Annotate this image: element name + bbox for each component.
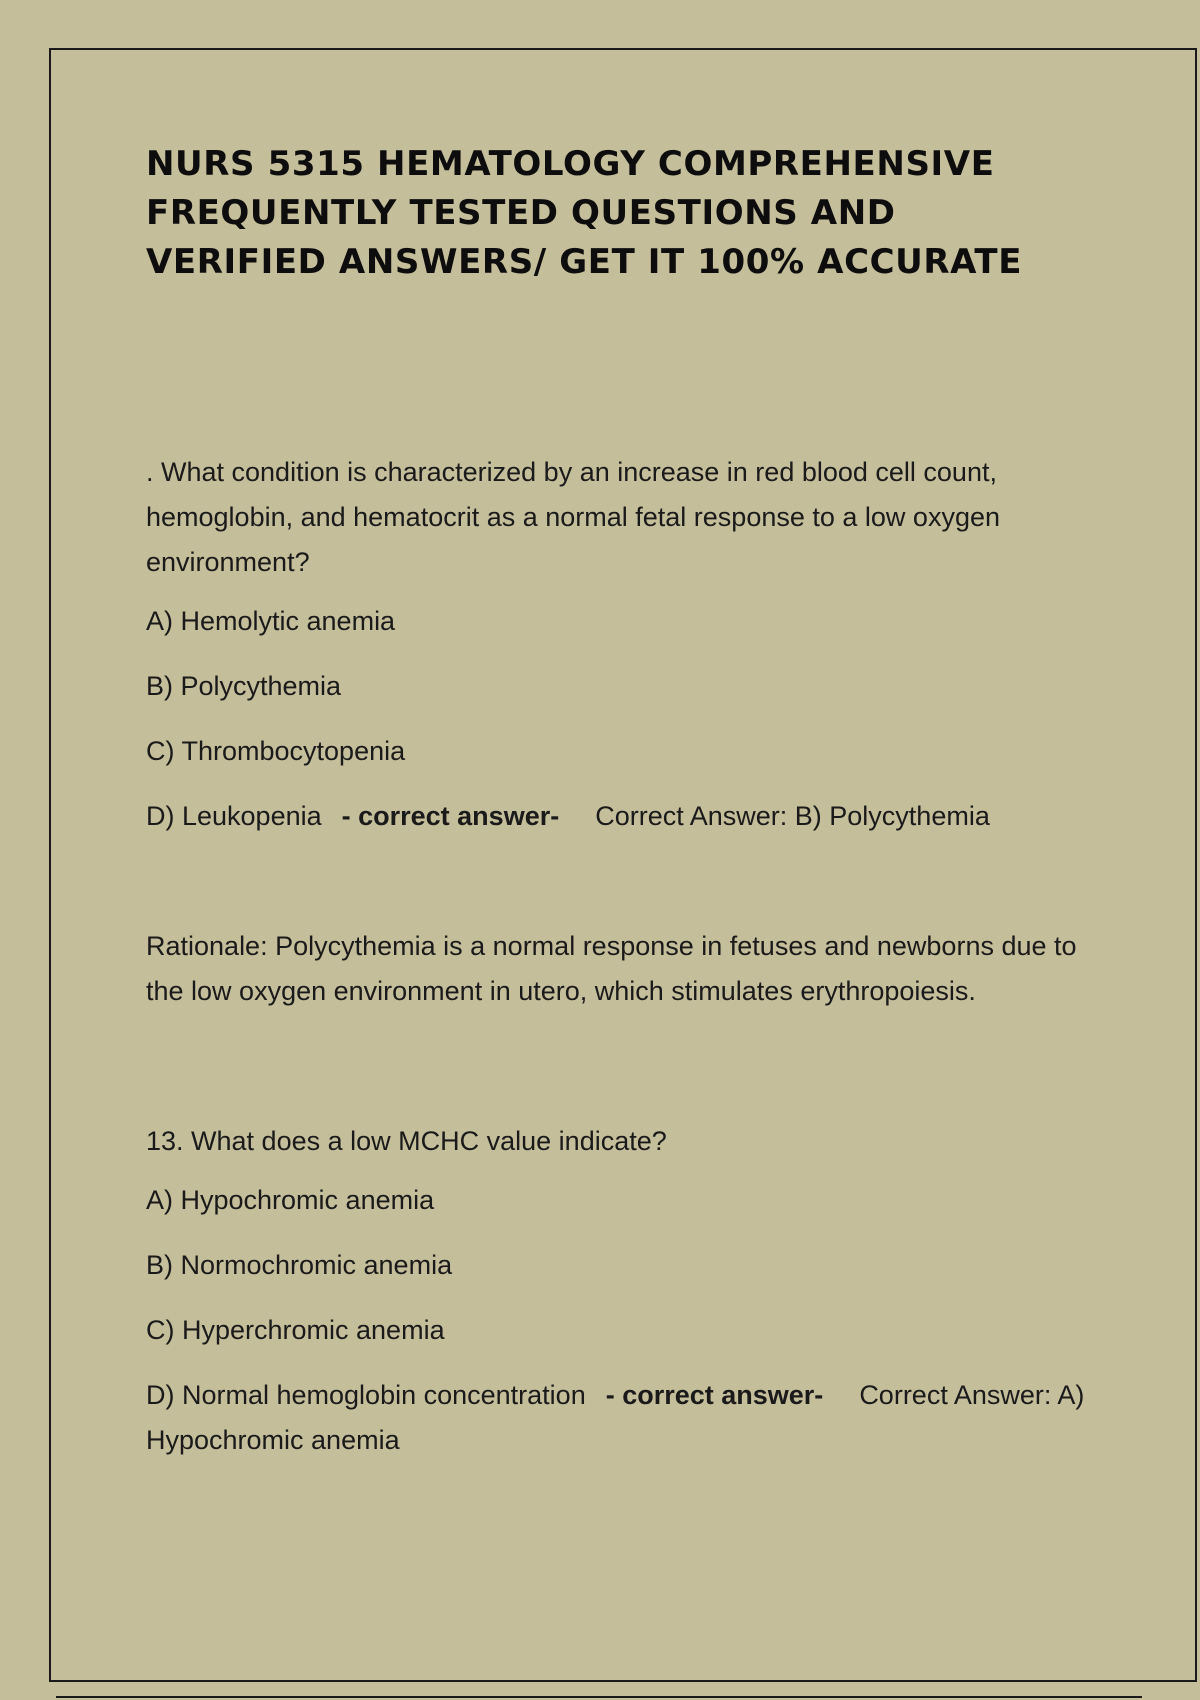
title-line-2: FREQUENTLY TESTED QUESTIONS AND <box>146 193 896 233</box>
question-2-option-d: D) Normal hemoglobin concentration <box>146 1380 586 1410</box>
question-1-correct-marker: - correct answer- <box>341 801 560 831</box>
question-1-option-a: A) Hemolytic anemia <box>146 606 396 636</box>
question-1-option-b: B) Polycythemia <box>146 671 342 701</box>
question-1-rationale: Rationale: Polycythemia is a normal response in fetuses and newborns due to the low oxygen environment in utero, which stimulates erythropoiesis. <box>146 931 1077 1006</box>
question-2-option-c: C) Hyperchromic anemia <box>146 1315 445 1345</box>
question-2-option-b: B) Normochromic anemia <box>146 1250 453 1280</box>
question-1-option-d: D) Leukopenia <box>146 801 322 831</box>
question-2-text: 13. What does a low MCHC value indicate? <box>146 1126 667 1156</box>
question-2-correct-marker: - correct answer- <box>605 1380 824 1410</box>
question-2-option-d-line <box>146 1373 1106 1463</box>
question-2 <box>146 1119 1106 1463</box>
question-1 <box>146 450 1106 1014</box>
title-line-1: NURS 5315 HEMATOLOGY COMPREHENSIVE <box>146 144 995 184</box>
title-line-3: VERIFIED ANSWERS/ GET IT 100% ACCURATE <box>146 242 1023 282</box>
bottom-rule <box>56 1696 1142 1698</box>
question-1-option-c: C) Thrombocytopenia <box>146 736 406 766</box>
question-1-option-d-line <box>146 794 1106 839</box>
question-2-option-a: A) Hypochromic anemia <box>146 1185 435 1215</box>
question-2-answer: Correct Answer: A) Hypochromic anemia <box>146 1380 1085 1455</box>
document-content <box>146 140 1106 1463</box>
question-1-answer: Correct Answer: B) Polycythemia <box>595 801 990 831</box>
question-1-text: . What condition is characterized by an increase in red blood cell count, hemoglobin, and hematocrit as a normal fetal response to a low oxygen environment? <box>146 457 1000 577</box>
document-title <box>146 140 1106 287</box>
